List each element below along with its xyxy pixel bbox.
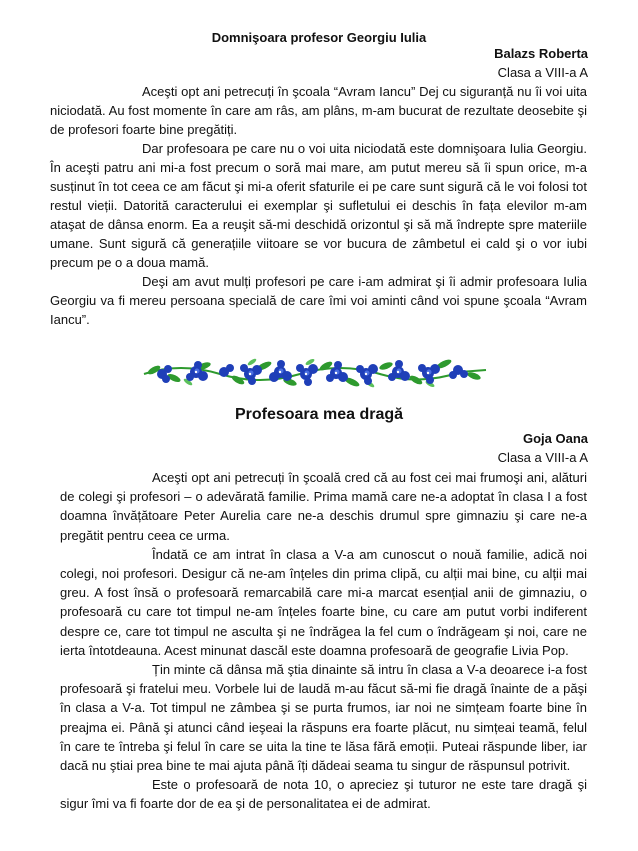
article-body: [60, 468, 587, 814]
paragraph: Țin minte că dânsa mă ştia dinainte să intru în clasa a V-a deoarece i-a fost profesoară şi fratelui meu. Vorbele lui de laudă m-au făcut să-mi fie dragă înainte de a păşi în clasa a V-a. Tot timpul ne zâmbea şi se purta frumos, iar noi ne simțeam foarte bine în preajma ei. Până şi atunci când ieşeai la răspuns era foarte plăcut, nu simțeai teamă, felul în care te întreba şi felul în care se uita la tine te lăsa fără emoții. Puteai răspunde liber, iar dacă nu ştiai prea bine te mai ajuta până îți dădeai seama tu singur de răspunsul potrivit.: [60, 662, 587, 774]
author-class: Clasa a VIII-a A: [497, 450, 588, 465]
paragraph: Deşi am avut mulți profesori pe care i-am admirat şi îi admir profesoara Iulia Georgiu va fi mereu persoana specială de care îmi voi aminti când voi spune şcoala “Avram Iancu”.: [50, 274, 587, 327]
author-name: Balazs Roberta: [494, 46, 588, 61]
paragraph: Aceşti opt ani petrecuți în şcoala “Avram Iancu” Dej cu siguranță nu îi voi uita niciodată. Au fost momente în care am râs, am plâns, m-am bucurat de rezultate deosebite şi de profesori foarte bine pregătiți.: [50, 84, 587, 137]
flower-garland-image: [140, 352, 490, 392]
author-block: [498, 429, 588, 467]
paragraph: Dar profesoara pe care nu o voi uita niciodată este domnişoara Iulia Georgiu. În aceşti patru ani mi-a fost precum o soră mai mare, am putut mereu să îi spun orice, m-a susținut în tot ceea ce am făcut şi mi-a oferit sfaturile ei pe care sunt sigură că le voi folosi tot restul vieții. Datorită caracterului ei exemplar şi sufletului ei deschis în fața elevilor m-am ataşat de dânsa enorm. Ea a reuşit să-mi deschidă orizontul şi să mă îndrepte spre materiile umane. Sunt sigură că generațiile viitoare se vor bucura de zâmbetul ei cald şi o vor iubi precum pe o a doua mamă.: [50, 141, 587, 270]
paragraph: Aceşti opt ani petrecuți în şcoală cred că au fost cei mai frumoşi ani, alături de colegi şi profesori – o adevărată familie. Prima mamă care ne-a adoptat în clasa I a fost doamna învățătoare Peter Aurelia care ne-a deschis drumul spre gimnaziu şi care ne-a pregătit pentru ceea ce urma.: [60, 470, 587, 543]
paragraph: Îndată ce am intrat în clasa a V-a am cunoscut o nouă familie, adică noi colegi, noi profesori. Desigur că ne-am înțeles din prima clipă, cu alții mai bine, cu alții mai greu. A fost însă o profesoară remarcabilă care mi-a marcat esențial anii de gimnaziu, o profesoară cu care tot timpul ne-am înțeles foarte bine, cu care am putut vorbi indiferent despre ce, care tot timpul ne asculta şi ne îndrăgea la fel cum o îndrăgeam şi noi, care ne ierta întotdeauna. Acest minunat dascăl este doamna profesoară de geografie Livia Pop.: [60, 546, 587, 658]
article-body: [50, 82, 587, 329]
paragraph: Este o profesoară de nota 10, o apreciez şi tuturor ne este tare dragă şi sigur îmi va fi foarte dor de ea şi de personalitatea ei de admirat.: [60, 777, 587, 812]
author-class: Clasa a VIII-a A: [497, 65, 588, 80]
author-block: [494, 44, 588, 82]
article-title: Profesoara mea dragă: [234, 406, 404, 423]
author-name: Goja Oana: [522, 431, 588, 446]
article-title: Domnişoara profesor Georgiu Iulia: [211, 30, 427, 45]
